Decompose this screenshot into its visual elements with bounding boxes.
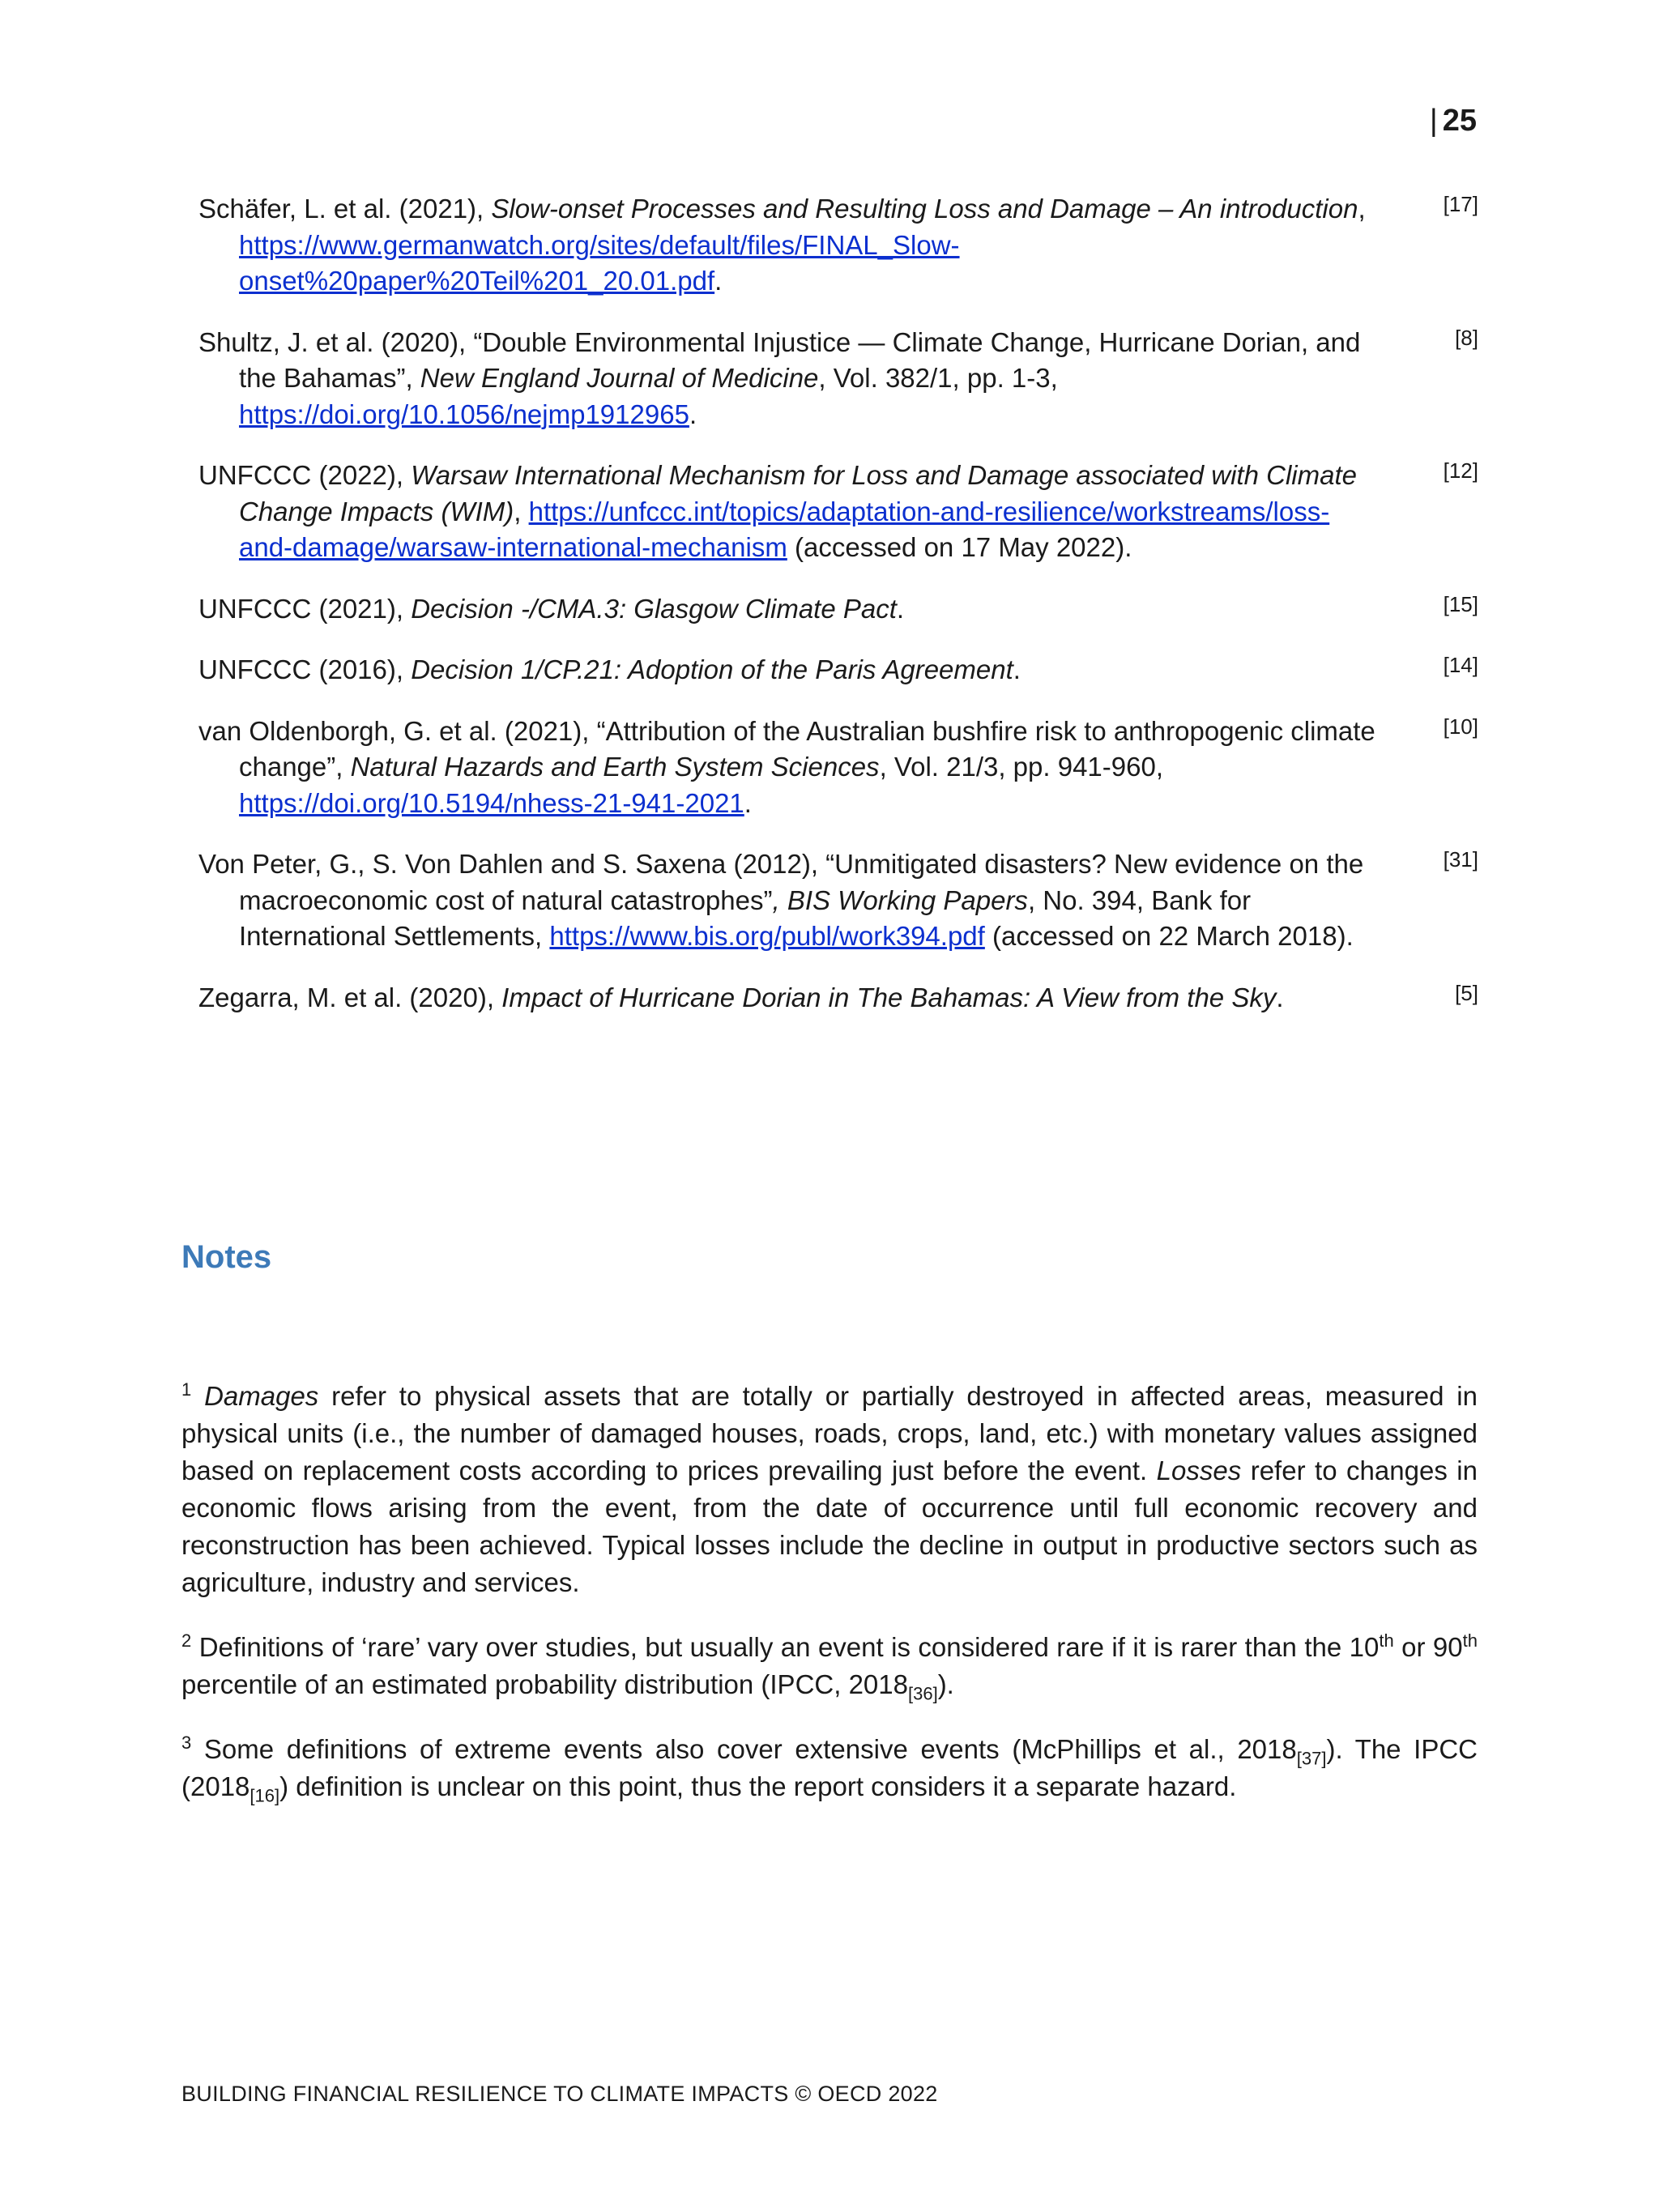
ref-text: van Oldenborgh, G. et al. (2021), “Attribution of the Australian bushfire risk to anthropogenic climate change”, [198,715,1375,782]
note-text: ). [937,1669,954,1699]
ref-title: New England Journal of Medicine [420,363,819,393]
ref-text: . [689,399,697,429]
page-footer: BUILDING FINANCIAL RESILIENCE TO CLIMATE IMPACTS © OECD 2022 [181,2082,938,2106]
ref-title: Decision -/CMA.3: Glasgow Climate Pact [411,593,897,624]
ref-title: Impact of Hurricane Dorian in The Bahamas: A View from the Sky [501,982,1277,1012]
reference-list [198,191,1478,1041]
ref-text: Schäfer, L. et al. (2021), [198,194,492,224]
note-text: ) definition is unclear on this point, thus the report considers it a separate hazard. [279,1771,1237,1801]
note-marker: 3 [181,1733,192,1753]
ref-text: UNFCCC (2021), [198,593,412,624]
note-term: Damages [204,1381,319,1411]
note-text: Definitions of ‘rare’ vary over studies, but usually an event is considered rare if it is rarer than the 10 [191,1632,1380,1662]
note-text: or 90 [1393,1632,1463,1662]
ref-text: UNFCCC (2016), [198,654,412,684]
ref-title: Warsaw International Mechanism for Loss and Damage associated with Climate Change Impacts (WIM) [239,460,1357,526]
note-text: percentile of an estimated probability distribution (IPCC, 2018 [181,1669,908,1699]
reference-entry [198,714,1478,822]
ref-text: , [1358,194,1366,224]
ref-text: , [514,496,529,526]
ref-text: (accessed on 22 March 2018). [984,921,1354,951]
ordinal-suffix: th [1462,1630,1478,1651]
note-term: Losses [1156,1455,1242,1485]
ref-text: (accessed on 17 May 2022). [787,532,1132,562]
reference-entry [198,980,1478,1016]
ref-text: . [896,593,905,624]
ref-text: , Vol. 382/1, pp. 1-3, [818,363,1058,393]
ref-text: Zegarra, M. et al. (2020), [198,982,502,1012]
ref-text: Shultz, J. et al. (2020), “Double Environmental Injustice — Climate Change, Hurricane Dorian, and the Bahamas”, [198,326,1361,393]
note-1 [181,1378,1478,1601]
ref-text: UNFCCC (2022), [198,460,412,490]
ref-tag: [17] [1443,192,1478,216]
ref-tag: [12] [1443,458,1478,483]
ref-tag: [31] [1443,847,1478,872]
note-text: ). The IPCC (2018 [181,1734,1478,1801]
reference-entry [198,846,1478,955]
ref-link[interactable]: https://doi.org/10.5194/nhess-21-941-2021 [239,787,744,818]
ref-tag: [14] [1443,653,1478,677]
ref-tag: [8] [1455,325,1478,350]
page-number [1430,104,1477,139]
ordinal-suffix: th [1379,1630,1394,1651]
note-text: refer to physical assets that are totally or partially destroyed in affected areas, measured in physical units (i.e., the number of damaged houses, roads, crops, land, etc.) with monetary values assigned based on replacement costs according to prices prevailing just before the event. [181,1381,1478,1485]
note-text: Some definitions of extreme events also cover extensive events (McPhillips et al., 2018 [191,1734,1297,1764]
ref-tag: [5] [1455,980,1478,1005]
ref-tag: [10] [1443,714,1478,739]
reference-entry [198,591,1478,628]
note-2 [181,1629,1478,1703]
note-marker: 2 [181,1630,192,1651]
ref-text: . [1276,982,1284,1012]
ref-text: . [714,266,723,296]
page-number-value: 25 [1442,104,1477,138]
ref-link[interactable]: https://www.bis.org/publ/work394.pdf [549,921,985,951]
reference-entry [198,191,1478,300]
reference-entry [198,325,1478,433]
note-marker: 1 [181,1379,192,1400]
ref-link[interactable]: https://www.germanwatch.org/sites/default/files/FINAL_Slow-onset%20paper%20Teil%201_20.01.pdf [239,229,960,296]
notes-section [181,1351,1478,1833]
page-number-separator: | [1429,104,1438,138]
ref-title: Slow-onset Processes and Resulting Loss and Damage – An introduction [491,194,1358,224]
ref-title: , BIS Working Papers [772,884,1028,915]
citation-ref: [36] [907,1683,938,1704]
ref-title: Decision 1/CP.21: Adoption of the Paris Agreement [411,654,1013,684]
reference-entry [198,652,1478,688]
ref-text: , Vol. 21/3, pp. 941-960, [879,752,1163,782]
note-3 [181,1731,1478,1805]
ref-link[interactable]: https://doi.org/10.1056/nejmp1912965 [239,399,689,429]
notes-heading: Notes [181,1239,272,1275]
citation-ref: [16] [249,1785,280,1806]
ref-title: Natural Hazards and Earth System Sciences [350,752,880,782]
ref-text: . [1013,654,1021,684]
reference-entry [198,458,1478,566]
ref-link[interactable]: https://unfccc.int/topics/adaptation-and-resilience/workstreams/loss-and-damage/warsaw-international-mechanism [239,496,1330,562]
ref-text: Von Peter, G., S. Von Dahlen and S. Saxena (2012), “Unmitigated disasters? New evidence on the macroeconomic cost of natural catastrophes” [198,849,1364,915]
ref-text: . [744,787,752,818]
citation-ref: [37] [1296,1748,1327,1769]
ref-text: , No. 394, Bank for International Settlements, [239,884,1252,951]
ref-tag: [15] [1443,591,1478,616]
note-text: refer to changes in economic flows arising from the event, from the date of occurrence until full economic recovery and reconstruction has been achieved. Typical losses include the decline in output in productive sectors such as agriculture, industry and services. [181,1455,1478,1597]
